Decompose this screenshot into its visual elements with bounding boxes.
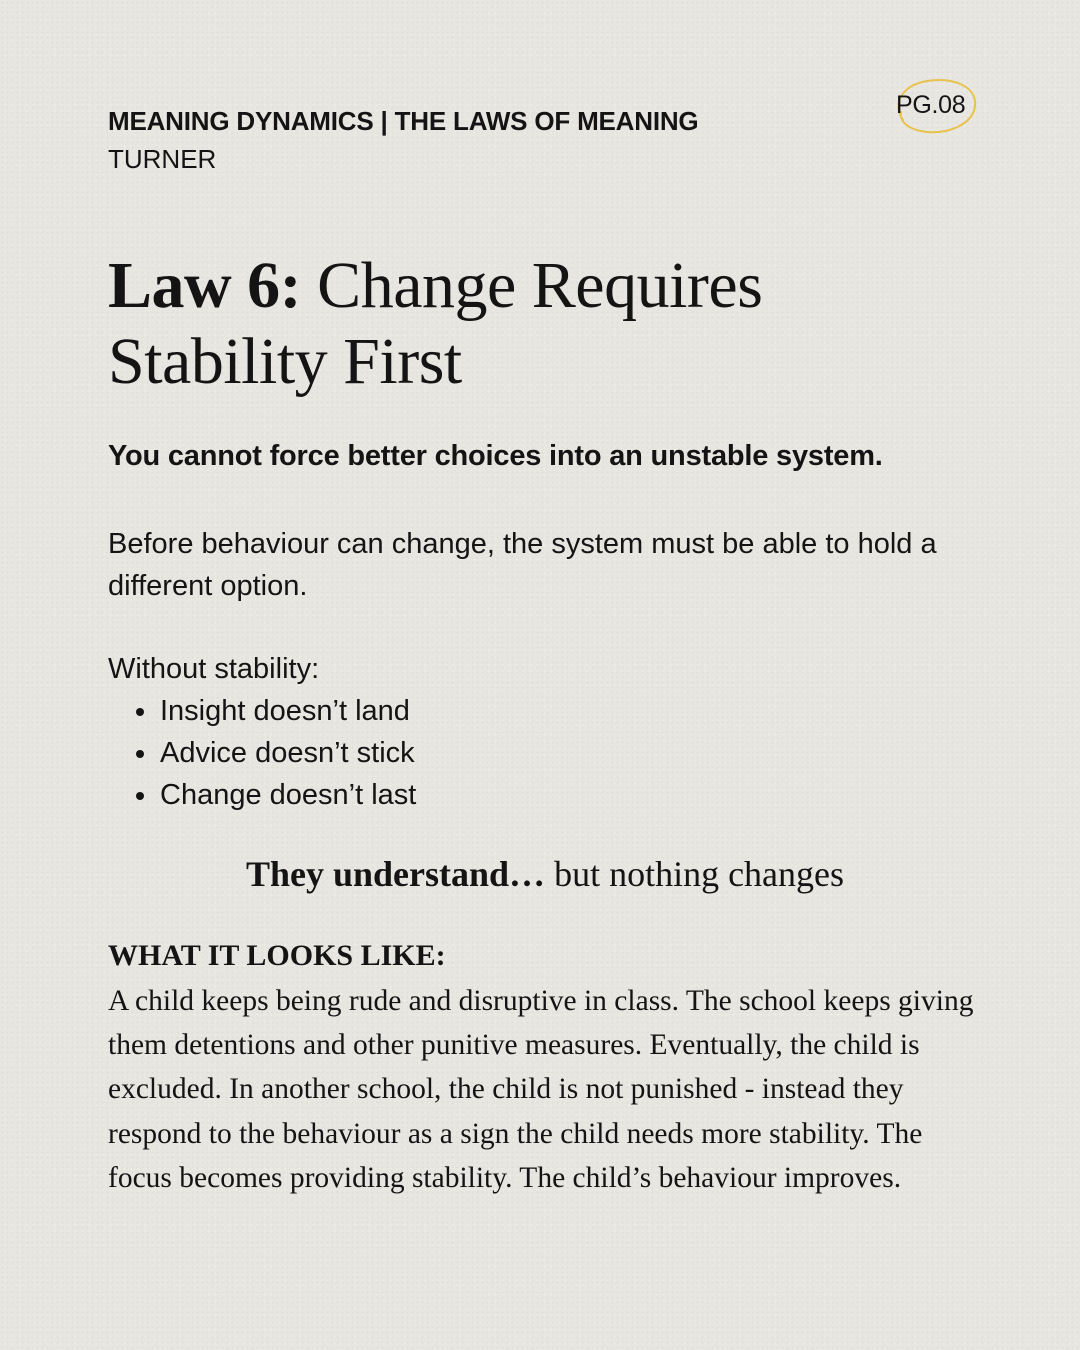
law-title [108, 248, 988, 400]
body-paragraph: Before behaviour can change, the system must be able to hold a different option. [108, 528, 937, 602]
without-stability-label: Without stability: [108, 653, 320, 685]
example-text: A child keeps being rude and disruptive in class. The school keeps giving them detentions and other punitive measures. Eventually, the child is excluded. In another school, the child is not punished - instead they respond to the behaviour as a sign the child needs more stability. The focus becomes providing stability. The child’s behaviour improves. [108, 985, 974, 1194]
law-title-line2: Stability First [108, 325, 462, 398]
author-name: TURNER [108, 144, 217, 174]
list-item: Insight doesn’t land [108, 690, 416, 732]
law-number: Law 6: [108, 249, 302, 322]
pullquote-bold: They understand… [245, 854, 546, 894]
series-title: MEANING DYNAMICS | THE LAWS OF MEANING [108, 106, 699, 136]
page-number: PG.08 [896, 91, 966, 119]
example-heading: WHAT IT LOOKS LIKE: [108, 939, 446, 972]
list-item: Advice doesn’t stick [108, 732, 416, 774]
consequence-list [108, 690, 416, 816]
law-title-line1: Change Requires [301, 249, 763, 322]
pullquote [0, 852, 1080, 896]
list-item: Change doesn’t last [108, 774, 416, 816]
lead-statement: You cannot force better choices into an unstable system. [108, 440, 883, 472]
pullquote-rest: but nothing changes [545, 854, 845, 894]
